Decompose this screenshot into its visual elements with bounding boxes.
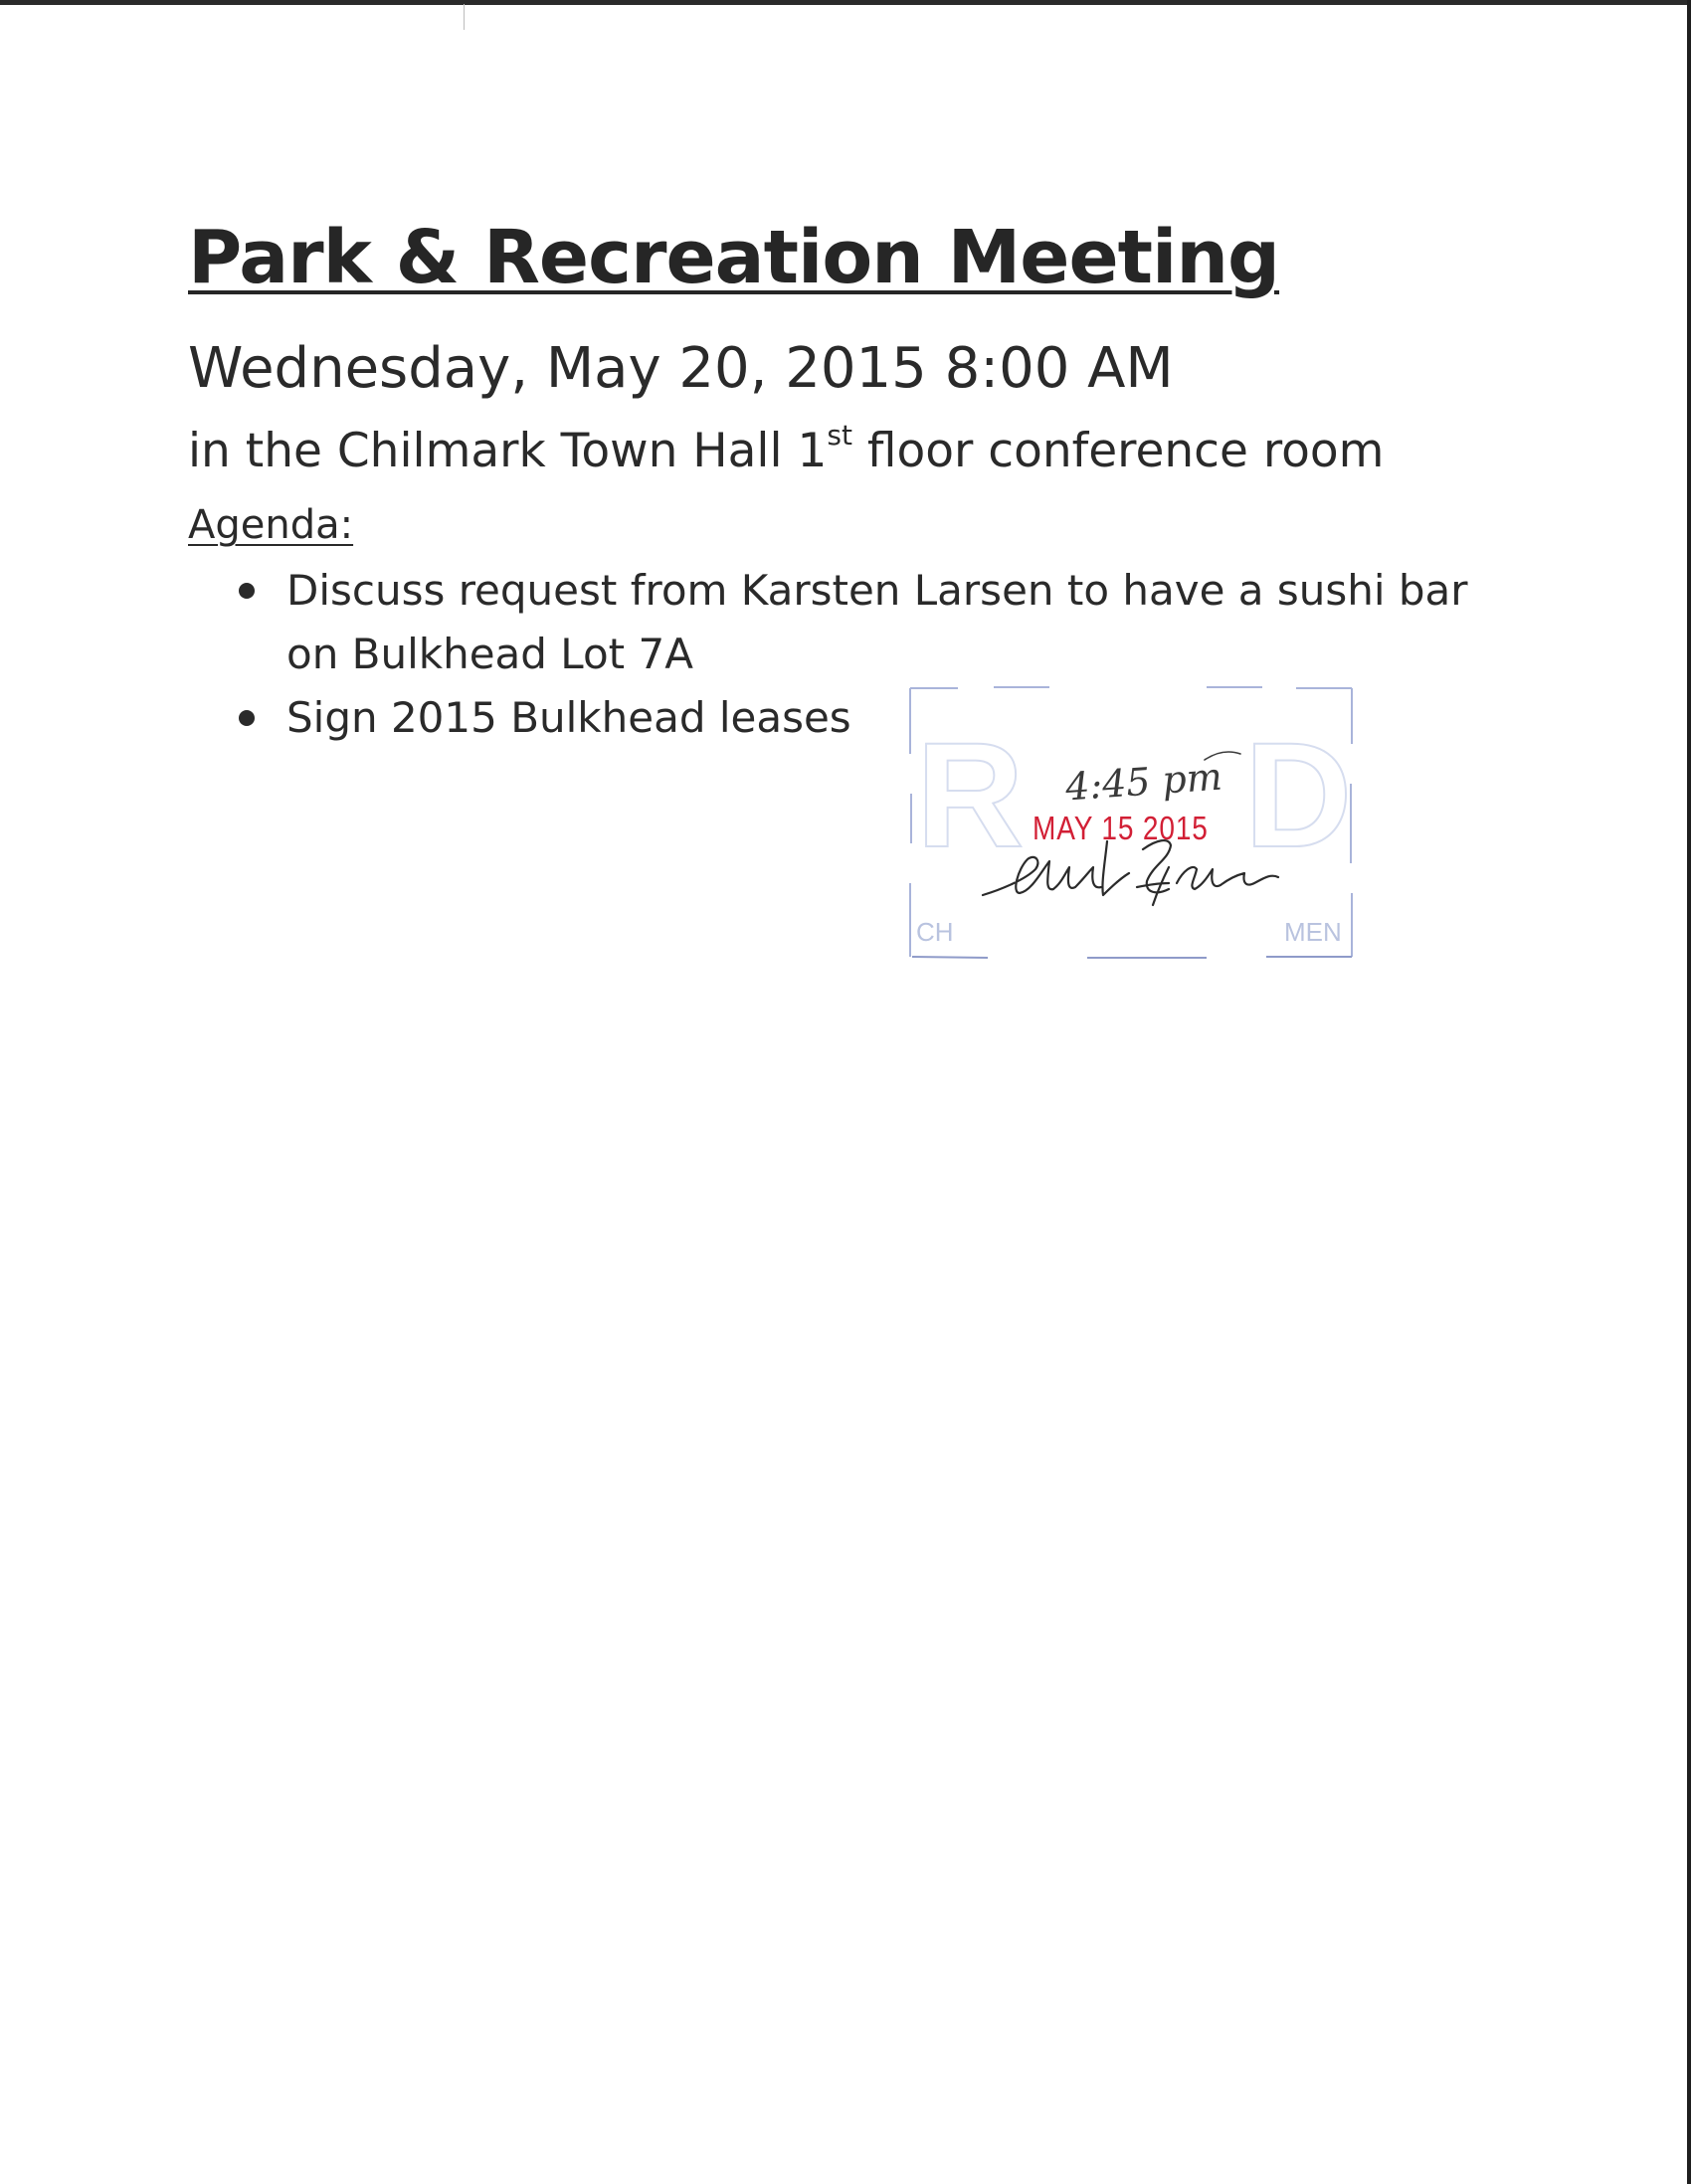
meeting-location bbox=[188, 419, 1385, 478]
stamp-fragment-ch: CH bbox=[916, 917, 954, 947]
agenda-item-text: Discuss request from Karsten Larsen to have a sushi bar on Bulkhead Lot 7A bbox=[286, 566, 1468, 678]
location-text-before: in the Chilmark Town Hall 1 bbox=[188, 424, 828, 478]
bullet-icon bbox=[239, 583, 255, 599]
scan-right-edge bbox=[1687, 0, 1691, 2184]
agenda-item-text: Sign 2015 Bulkhead leases bbox=[286, 693, 851, 742]
meeting-date-time: Wednesday, May 20, 2015 8:00 AM bbox=[188, 336, 1174, 401]
agenda-item bbox=[235, 559, 1528, 686]
page-title: Park & Recreation Meeting bbox=[188, 215, 1280, 300]
location-superscript: st bbox=[827, 419, 852, 452]
stamp-date: MAY 15 2015 bbox=[1033, 810, 1209, 846]
handwritten-time: 4:45 pm bbox=[1063, 754, 1224, 810]
location-text-after: floor conference room bbox=[851, 424, 1385, 478]
stamp-fragment-men: MEN bbox=[1284, 917, 1342, 947]
agenda-label: Agenda: bbox=[188, 502, 354, 548]
received-stamp bbox=[908, 684, 1354, 961]
stamp-fragment-d: D bbox=[1244, 711, 1353, 878]
scan-mark bbox=[464, 4, 465, 30]
scan-top-edge bbox=[0, 0, 1691, 5]
bullet-icon bbox=[239, 710, 255, 726]
stamp-fragment-r: R bbox=[916, 711, 1025, 878]
